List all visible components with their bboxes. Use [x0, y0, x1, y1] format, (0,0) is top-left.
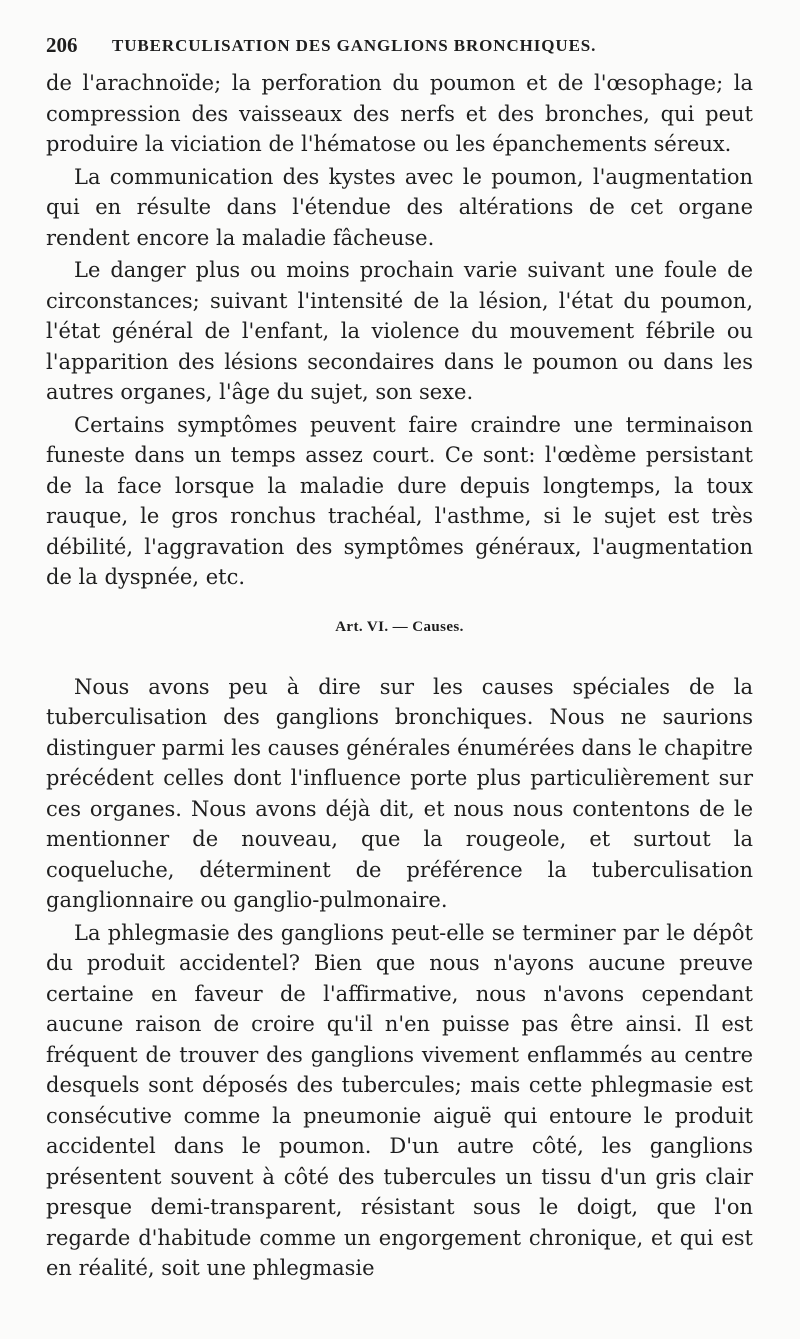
paragraph: de l'arachnoïde; la perforation du poumon et de l'œsophage; la compression des vaisseaux des nerfs et des bronches, qui peut produire la viciation de l'hématose ou les épanchements séreux.	[46, 71, 753, 156]
section-heading: Art. VI. — Causes.	[335, 618, 464, 635]
running-title: TUBERCULISATION DES GANGLIONS BRONCHIQUES.	[112, 36, 597, 55]
running-header	[46, 30, 753, 60]
page-number: 206	[46, 33, 78, 57]
paragraph: La communication des kystes avec le poumon, l'augmentation qui en résulte dans l'étendue des altérations de cet organe rendent encore la maladie fâcheuse.	[46, 164, 753, 250]
paragraph: Certains symptômes peuvent faire craindre une terminaison funeste dans un temps assez court. Ce sont: l'œdème persistant de la face lorsque la maladie dure depuis longtemps, la toux rauque, le gros ronchus trachéal, l'asthme, si le sujet est très débilité, l'aggravation des symptômes généraux, l'augmentation de la dyspnée, etc.	[46, 412, 753, 589]
paragraph: La phlegmasie des ganglions peut-elle se terminer par le dépôt du produit accidentel? Bien que nous n'ayons aucune preuve certaine en faveur de l'affirmative, nous n'avons cependant aucune raison de croire qu'il n'en puisse pas être ainsi. Il est fréquent de trouver des ganglions vivement enflammés au centre desquels sont déposés des tubercules; mais cette phlegmasie est consécutive comme la pneumonie aiguë qui entoure le produit accidentel dans le poumon. D'un autre côté, les ganglions présentent souvent à côté des tubercules un tissu d'un gris clair presque demi-transparent, résistant sous le doigt, que l'on regarde d'habitude comme un engorgement chronique, et qui est en réalité, soit une phlegmasie	[46, 920, 753, 1280]
paragraph: Nous avons peu à dire sur les causes spéciales de la tuberculisation des ganglions bronchiques. Nous ne saurions distinguer parmi les causes générales énumérées dans le chapitre précédent celles dont l'influence porte plus particulièrement sur ces organes. Nous avons déjà dit, et nous nous contentons de le mentionner de nouveau, que la rougeole, et surtout la coqueluche, déterminent de préférence la tuberculisation ganglionnaire ou ganglio-pulmonaire.	[46, 674, 753, 912]
text-column	[46, 30, 753, 1286]
paragraph: Le danger plus ou moins prochain varie suivant une foule de circonstances; suivant l'intensité de la lésion, l'état du poumon, l'état général de l'enfant, la violence du mouvement fébrile ou l'apparition des lésions secondaires dans le poumon ou dans les autres organes, l'âge du sujet, son sexe.	[46, 258, 753, 404]
